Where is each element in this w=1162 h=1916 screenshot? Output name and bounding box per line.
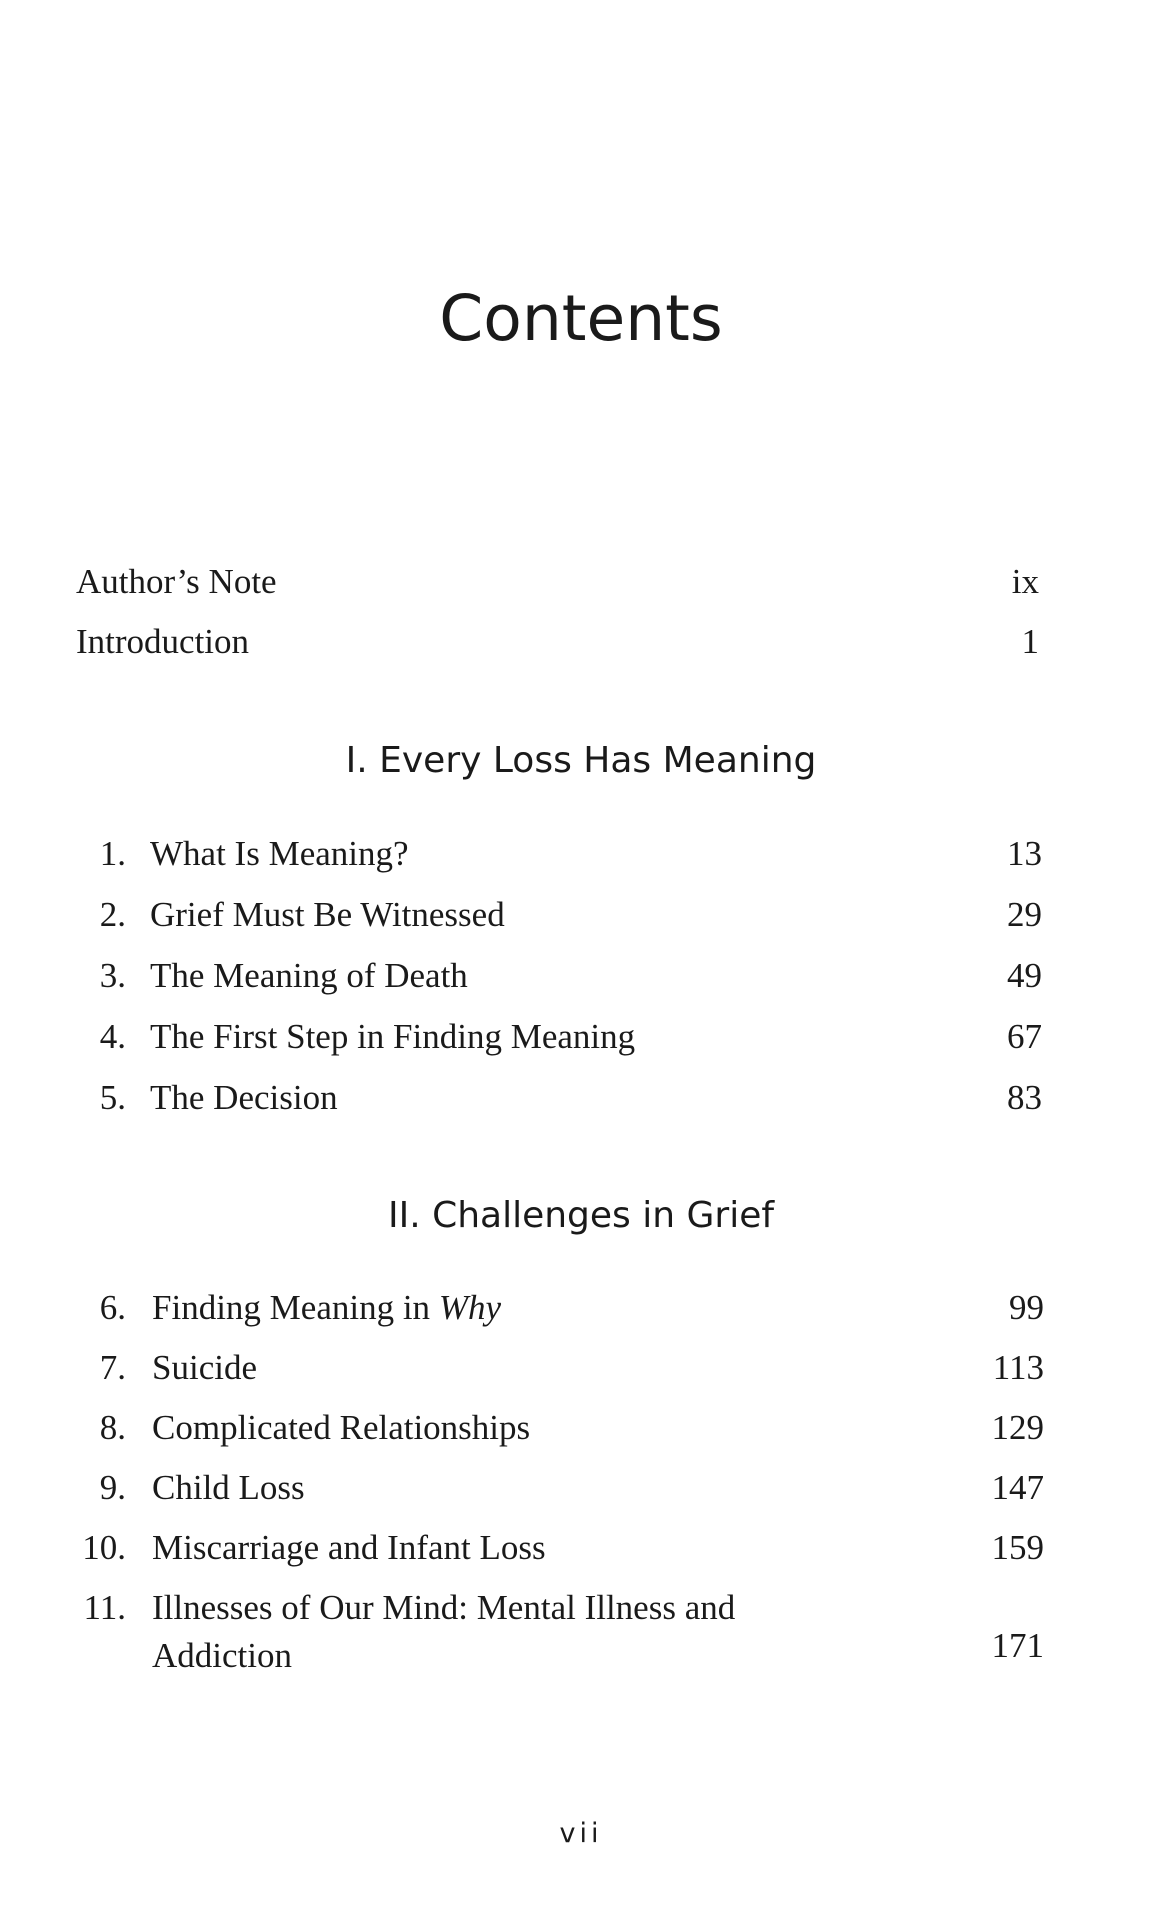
- toc-chapter-8[interactable]: [0, 1408, 1162, 1458]
- chapter-title: [152, 1288, 501, 1328]
- chapter-title: Grief Must Be Witnessed: [150, 895, 505, 934]
- toc-entry-authors-note[interactable]: [0, 562, 1162, 612]
- toc-chapter-2[interactable]: [0, 895, 1162, 945]
- toc-chapter-10[interactable]: [0, 1528, 1162, 1578]
- chapter-number: 11.: [83, 1588, 126, 1627]
- toc-chapter-5[interactable]: [0, 1078, 1162, 1128]
- chapter-title: Complicated Relationships: [152, 1408, 531, 1447]
- chapter-page: 49: [1007, 956, 1042, 995]
- chapter-number: 4.: [99, 1017, 126, 1056]
- chapter-title: Miscarriage and Infant Loss: [152, 1528, 546, 1567]
- part-heading-2: II. Challenges in Grief: [387, 1195, 775, 1236]
- toc-chapter-9[interactable]: [0, 1468, 1162, 1518]
- toc-chapter-3[interactable]: [0, 956, 1162, 1006]
- chapter-number: 7.: [99, 1348, 126, 1387]
- chapter-page: 83: [1007, 1078, 1042, 1117]
- chapter-title: The Meaning of Death: [150, 956, 468, 995]
- chapter-title-emphasis: Why: [438, 1288, 502, 1327]
- chapter-title: The Decision: [150, 1078, 338, 1117]
- toc-chapter-4[interactable]: [0, 1017, 1162, 1067]
- chapter-page: 29: [1007, 895, 1042, 934]
- toc-entry-label: Introduction: [76, 622, 250, 661]
- chapter-title: Suicide: [152, 1348, 257, 1387]
- chapter-number: 8.: [99, 1408, 126, 1447]
- chapter-page: 159: [991, 1528, 1044, 1567]
- toc-entry-introduction[interactable]: [0, 622, 1162, 672]
- chapter-title: Child Loss: [152, 1468, 305, 1507]
- chapter-number: 9.: [99, 1468, 126, 1507]
- toc-entry-page: 1: [1021, 622, 1039, 661]
- chapter-number: 5.: [99, 1078, 126, 1117]
- chapter-page: 67: [1007, 1017, 1042, 1056]
- toc-chapter-6[interactable]: [0, 1288, 1162, 1338]
- chapter-title: The First Step in Finding Meaning: [150, 1017, 636, 1056]
- chapter-page: 113: [992, 1348, 1044, 1387]
- toc-chapter-11[interactable]: [0, 1588, 1162, 1698]
- part-heading-1: I. Every Loss Has Meaning: [345, 740, 817, 781]
- chapter-page: 129: [991, 1408, 1044, 1447]
- chapter-title: Illnesses of Our Mind: Mental Illness and: [152, 1588, 736, 1627]
- chapter-title-continued: Addiction: [152, 1636, 292, 1675]
- toc-chapter-1[interactable]: [0, 834, 1162, 884]
- page-number: vii: [559, 1818, 603, 1849]
- chapter-title: What Is Meaning?: [150, 834, 409, 873]
- chapter-number: 2.: [99, 895, 126, 934]
- chapter-page: 147: [991, 1468, 1044, 1507]
- chapter-number: 3.: [99, 956, 126, 995]
- page-title: Contents: [439, 282, 723, 355]
- toc-entry-page: ix: [1011, 562, 1039, 601]
- chapter-page: 171: [991, 1626, 1044, 1665]
- chapter-page: 99: [1009, 1288, 1044, 1327]
- chapter-number: 10.: [82, 1528, 126, 1567]
- chapter-number: 6.: [99, 1288, 126, 1327]
- chapter-number: 1.: [99, 834, 126, 873]
- toc-chapter-7[interactable]: [0, 1348, 1162, 1398]
- chapter-page: 13: [1007, 834, 1042, 873]
- toc-entry-label: Author’s Note: [76, 562, 277, 601]
- chapter-title-text: Finding Meaning in: [152, 1288, 439, 1327]
